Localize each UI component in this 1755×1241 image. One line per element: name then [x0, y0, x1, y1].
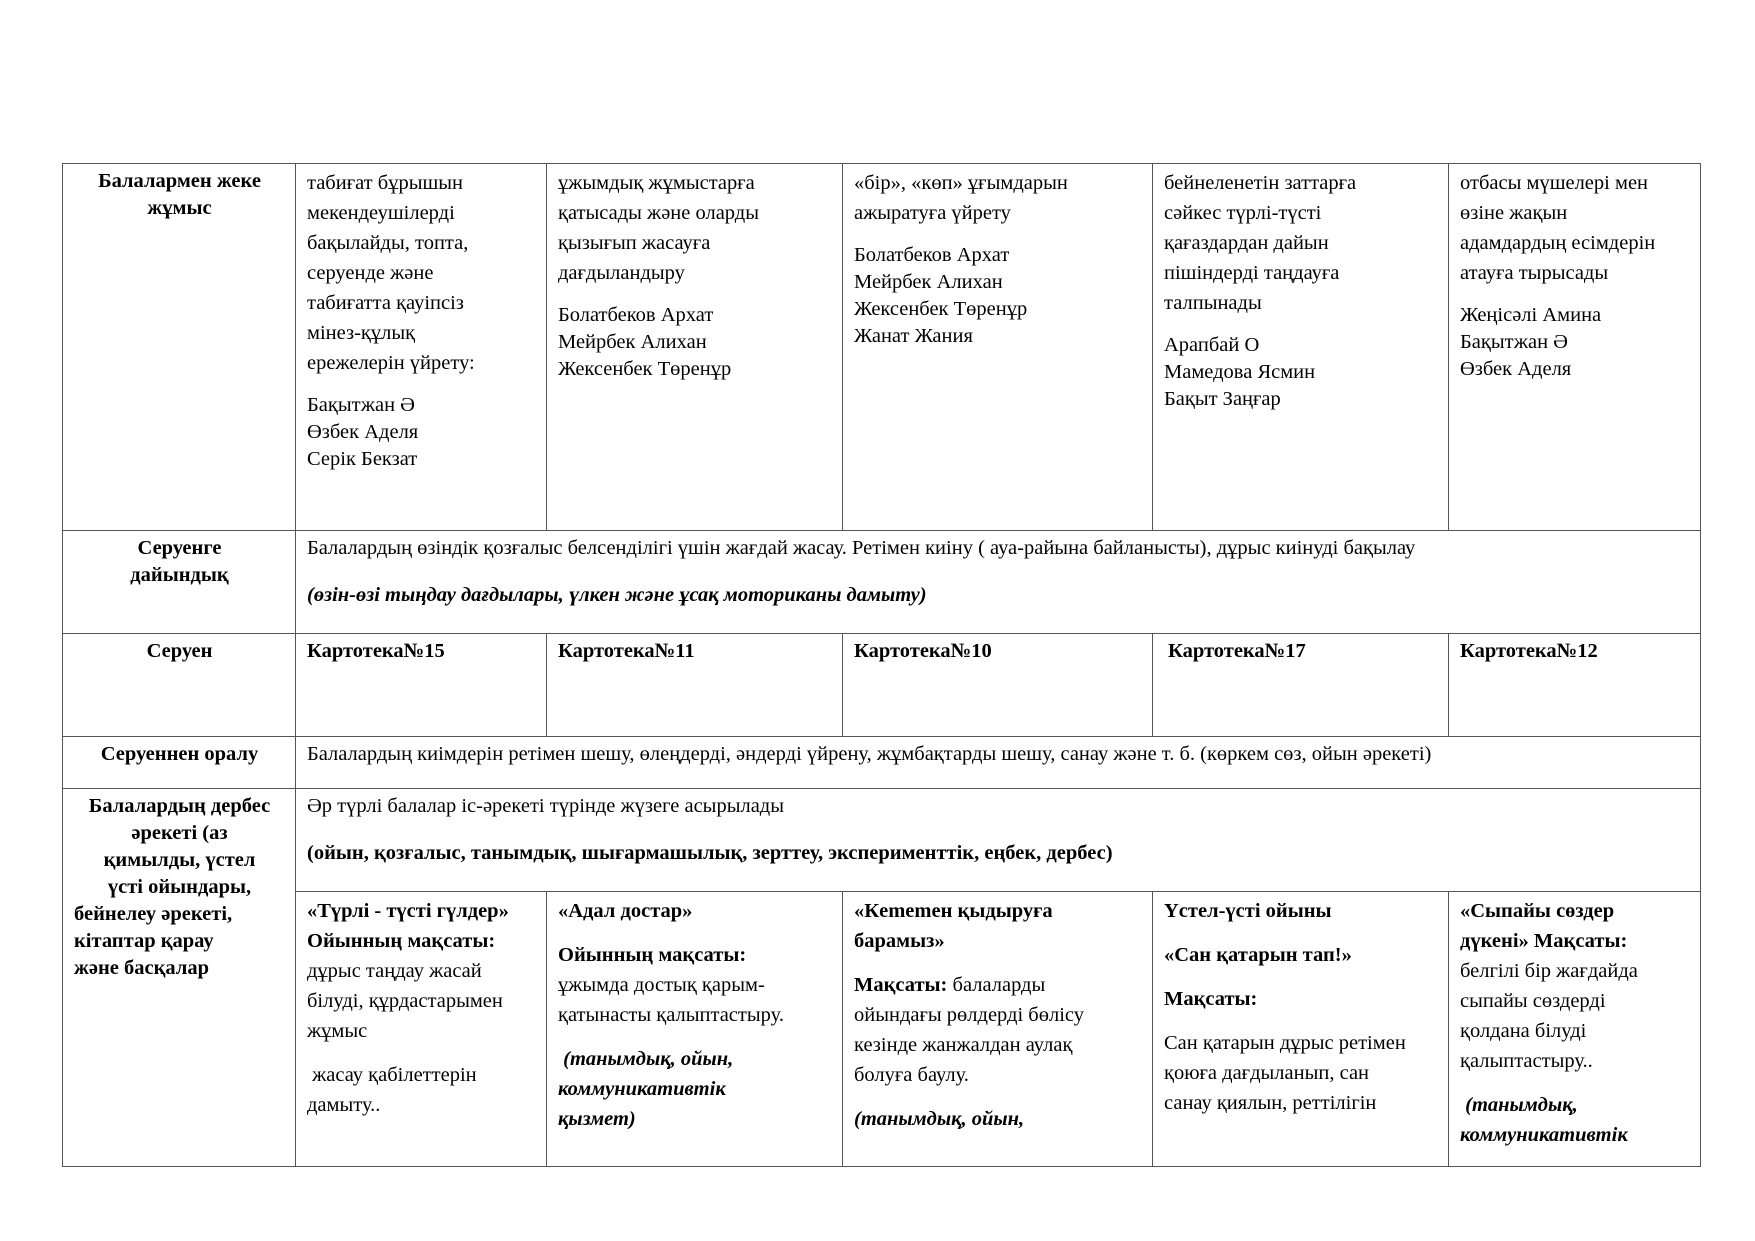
- row-independent-activity: [63, 789, 1701, 892]
- walk-card-tuesday: Картотека№11: [547, 634, 843, 737]
- individual-cell-wednesday: «бір», «көп» ұғымдарын ажыратуға үйрету Болатбеков Архат Мейрбек Алихан Жексенбек Төренұр Жанат Жания: [843, 164, 1153, 531]
- row-walk: [63, 634, 1701, 737]
- game-card-thursday: Үстел-үсті ойыны «Сан қатарын тап!» Мақсаты: Сан қатарын дұрыс ретімен қоюға дағдыланып, сан санау қиялын, реттілігін: [1153, 892, 1449, 1167]
- game-card-wednesday: «Кememен қыдыруға барамыз» Мақсаты: балаларды ойындағы рөлдерді бөлісу кезінде жанжалдан аулақ болуға баулу. (танымдық, ойын,: [843, 892, 1153, 1167]
- children-names: Болатбеков Архат Мейрбек Алихан Жексенбек Төренұр Жанат Жания: [854, 244, 1028, 347]
- daily-plan-table: [62, 163, 1701, 1167]
- walk-preparation-text: Балалардың өзіндік қозғалыс белсенділігі үшін жағдай жасау. Ретімен киіну ( ауа-райына байланысты), дұрыс киінуді бақылау: [307, 537, 1416, 559]
- row-label-independent-activity: Балалардың дербес әрекеті (аз қимылды, үстел үсті ойындары, бейнелеу әрекеті, кітаптар қарау және басқалар: [63, 789, 296, 1167]
- game-card-friday: «Сыпайы сөздер дүкені» Мақсаты: белгілі бір жағдайда сыпайы сөздерді қолдана білуді қалыптастыру.. (танымдық, коммуникативтік: [1449, 892, 1701, 1167]
- individual-cell-friday: отбасы мүшелері мен өзіне жақын адамдардың есімдерін атауға тырысады Жеңісәлі Амина Бақытжан Ә Өзбек Аделя: [1449, 164, 1701, 531]
- individual-cell-thursday: бейнеленетін заттарға сәйкес түрлі-түсті қағаздардан дайын пішіндерді таңдауға талпынады Арапбай О Мамедова Ясмин Бақыт Заңғар: [1153, 164, 1449, 531]
- children-names: Жеңісәлі Амина Бақытжан Ә Өзбек Аделя: [1460, 304, 1602, 380]
- independent-activity-content: [296, 789, 1701, 892]
- children-names: Арапбай О Мамедова Ясмин Бақыт Заңғар: [1164, 334, 1316, 410]
- row-walk-return: [63, 737, 1701, 789]
- walk-preparation-content: [296, 531, 1701, 634]
- row-individual-work: [63, 164, 1701, 531]
- children-names: Болатбеков Архат Мейрбек Алихан Жексенбек Төренұр: [558, 304, 732, 380]
- walk-return-text: Балалардың киімдерін ретімен шешу, өлеңдерді, әндерді үйрену, жұмбақтарды шешу, санау және т. б. (көркем сөз, ойын әрекеті): [296, 737, 1701, 789]
- individual-cell-tuesday: ұжымдық жұмыстарға қатысады және оларды қызығып жасауға дағдыландыру Болатбеков Архат Мейрбек Алихан Жексенбек Төренұр: [547, 164, 843, 531]
- row-games: [63, 892, 1701, 1167]
- walk-card-thursday: Картотека№17: [1153, 634, 1449, 737]
- game-card-monday: «Түрлі - түсті гүлдер» Ойынның мақсаты: дұрыс таңдау жасай білуді, құрдастарымен жұмыс жасау қабілеттерін дамыту..: [296, 892, 547, 1167]
- row-label-walk-return: Серуеннен оралу: [63, 737, 296, 789]
- walk-card-monday: Картотека№15: [296, 634, 547, 737]
- row-label-walk-preparation: Серуенге дайындық: [63, 531, 296, 634]
- independent-activity-note: (ойын, қозғалыс, танымдық, шығармашылық, зерттеу, эксперименттік, еңбек, дербес): [307, 842, 1113, 864]
- row-walk-preparation: [63, 531, 1701, 634]
- individual-cell-monday: табиғат бұрышын мекендеушілерді бақылайды, топта, серуенде және табиғатта қауіпсіз мінез-құлық ережелерін үйрету: Бақытжан Ә Өзбек Аделя Серік Бекзат: [296, 164, 547, 531]
- walk-preparation-note: (өзін-өзі тыңдау дағдылары, үлкен және ұсақ моториканы дамыту): [307, 584, 927, 606]
- row-label-individual-work: Балалармен жеке жұмыс: [63, 164, 296, 531]
- row-label-walk: Серуен: [63, 634, 296, 737]
- children-names: Бақытжан Ә Өзбек Аделя Серік Бекзат: [307, 394, 419, 470]
- walk-card-wednesday: Картотека№10: [843, 634, 1153, 737]
- independent-activity-text: Әр түрлі балалар іс-әрекеті түрінде жүзеге асырылады: [307, 795, 785, 817]
- game-card-tuesday: «Адал достар» Ойынның мақсаты: ұжымда достық қарым- қатынасты қалыптастыру. (танымдық, ойын, коммуникативтік қызмет): [547, 892, 843, 1167]
- walk-card-friday: Картотека№12: [1449, 634, 1701, 737]
